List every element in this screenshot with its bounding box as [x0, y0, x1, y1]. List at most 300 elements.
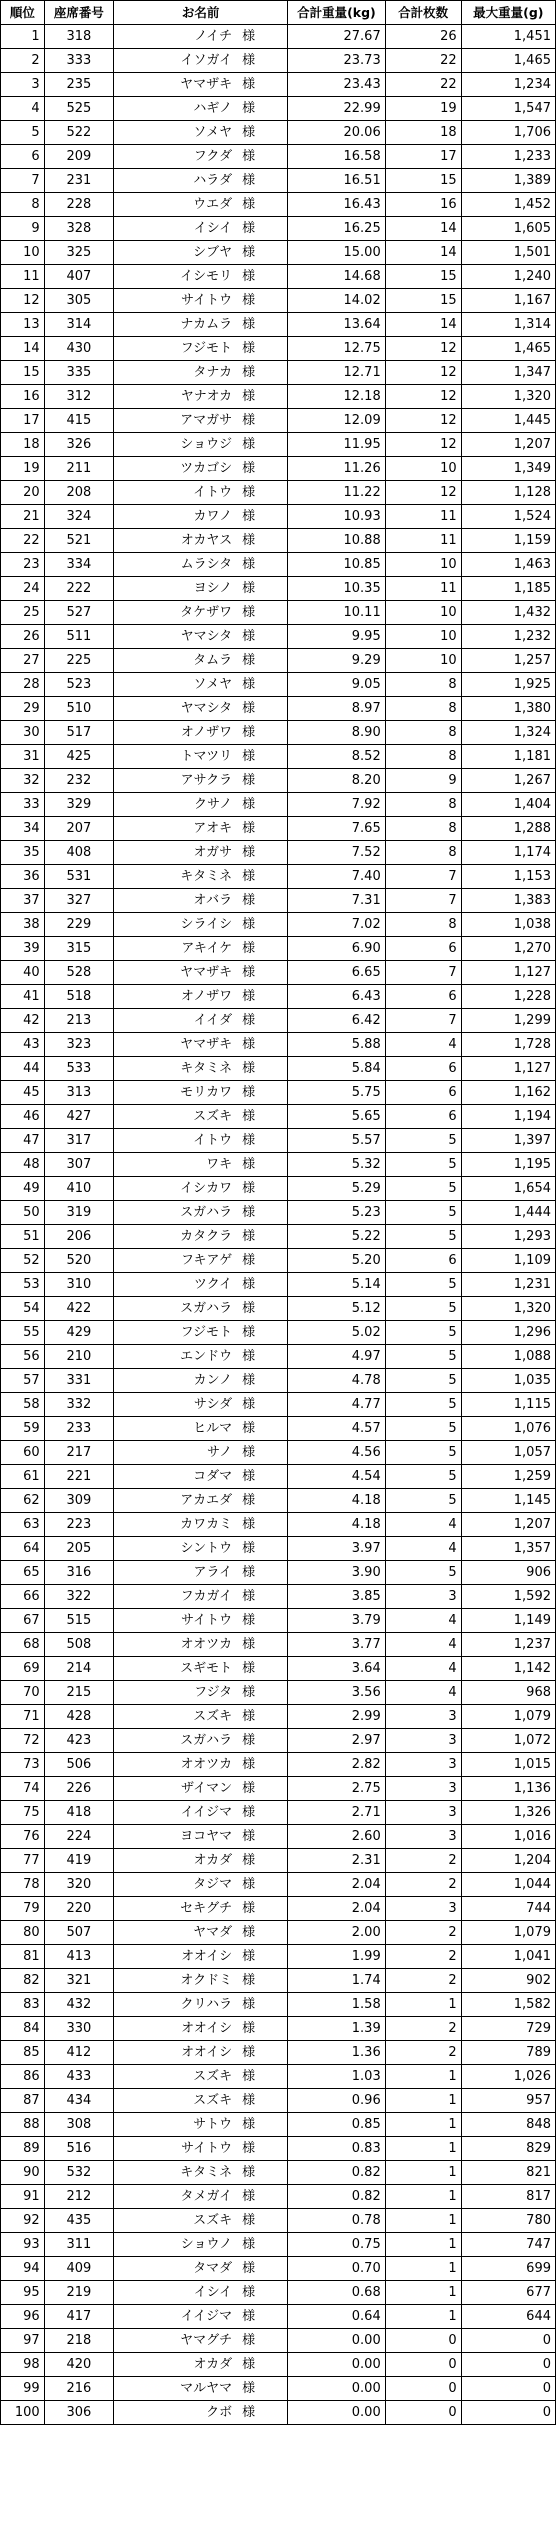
- cell-name: [114, 1729, 288, 1753]
- cell-seat-number: 305: [44, 289, 113, 313]
- customer-name: スズキ: [193, 2092, 233, 2108]
- cell-seat-number: 205: [44, 1537, 113, 1561]
- cell-max-weight: 1,706: [461, 121, 555, 145]
- cell-rank: 2: [1, 49, 45, 73]
- cell-rank: 42: [1, 1009, 45, 1033]
- cell-max-weight: 1,397: [461, 1129, 555, 1153]
- cell-max-weight: 729: [461, 2017, 555, 2041]
- cell-total-count: 1: [385, 2233, 461, 2257]
- cell-total-weight: 4.77: [288, 1393, 386, 1417]
- cell-total-count: 14: [385, 217, 461, 241]
- cell-seat-number: 220: [44, 1897, 113, 1921]
- table-row: [1, 2305, 556, 2329]
- table-row: [1, 697, 556, 721]
- cell-name: [114, 1561, 288, 1585]
- cell-rank: 37: [1, 889, 45, 913]
- honorific: 様: [242, 316, 256, 332]
- honorific: 様: [242, 436, 256, 452]
- honorific: 様: [242, 604, 256, 620]
- cell-max-weight: 1,320: [461, 385, 555, 409]
- customer-name: スズキ: [193, 1708, 233, 1724]
- honorific: 様: [242, 412, 256, 428]
- customer-name: オオイシ: [181, 1948, 233, 1964]
- cell-rank: 94: [1, 2257, 45, 2281]
- cell-total-count: 7: [385, 961, 461, 985]
- honorific: 様: [242, 964, 256, 980]
- cell-rank: 86: [1, 2065, 45, 2089]
- cell-total-count: 3: [385, 1825, 461, 1849]
- cell-total-count: 5: [385, 1465, 461, 1489]
- cell-total-weight: 8.97: [288, 697, 386, 721]
- honorific: 様: [242, 724, 256, 740]
- honorific: 様: [242, 820, 256, 836]
- cell-total-weight: 5.20: [288, 1249, 386, 1273]
- cell-max-weight: 1,728: [461, 1033, 555, 1057]
- cell-total-weight: 0.78: [288, 2209, 386, 2233]
- honorific: 様: [242, 1756, 256, 1772]
- cell-max-weight: 1,194: [461, 1105, 555, 1129]
- cell-seat-number: 432: [44, 1993, 113, 2017]
- cell-rank: 41: [1, 985, 45, 1009]
- table-row: [1, 121, 556, 145]
- honorific: 様: [242, 1540, 256, 1556]
- table-row: [1, 2041, 556, 2065]
- cell-name: [114, 313, 288, 337]
- cell-max-weight: 1,233: [461, 145, 555, 169]
- cell-total-weight: 8.20: [288, 769, 386, 793]
- cell-max-weight: 848: [461, 2113, 555, 2137]
- cell-total-count: 10: [385, 457, 461, 481]
- cell-total-count: 5: [385, 1441, 461, 1465]
- cell-max-weight: 1,145: [461, 1489, 555, 1513]
- cell-seat-number: 226: [44, 1777, 113, 1801]
- cell-seat-number: 527: [44, 601, 113, 625]
- cell-seat-number: 418: [44, 1801, 113, 1825]
- customer-name: アマガサ: [180, 412, 233, 428]
- cell-total-count: 8: [385, 793, 461, 817]
- customer-name: シライシ: [180, 916, 233, 932]
- customer-name: オオイシ: [181, 2020, 233, 2036]
- cell-name: [114, 937, 288, 961]
- cell-max-weight: 1,654: [461, 1177, 555, 1201]
- honorific: 様: [242, 2044, 256, 2060]
- cell-rank: 63: [1, 1513, 45, 1537]
- customer-name: ムラシタ: [180, 556, 233, 572]
- cell-name: [114, 1057, 288, 1081]
- cell-name: [114, 1753, 288, 1777]
- cell-total-count: 4: [385, 1609, 461, 1633]
- customer-name: ヤマザキ: [180, 76, 233, 92]
- cell-total-count: 3: [385, 1753, 461, 1777]
- cell-seat-number: 309: [44, 1489, 113, 1513]
- cell-rank: 40: [1, 961, 45, 985]
- cell-name: [114, 2089, 288, 2113]
- cell-seat-number: 209: [44, 145, 113, 169]
- cell-seat-number: 235: [44, 73, 113, 97]
- customer-name: マルヤマ: [180, 2380, 233, 2396]
- cell-name: [114, 145, 288, 169]
- table-row: [1, 193, 556, 217]
- cell-total-count: 3: [385, 1705, 461, 1729]
- cell-rank: 79: [1, 1897, 45, 1921]
- cell-seat-number: 232: [44, 769, 113, 793]
- cell-total-count: 4: [385, 1633, 461, 1657]
- cell-seat-number: 219: [44, 2281, 113, 2305]
- honorific: 様: [242, 532, 256, 548]
- customer-name: オオツカ: [180, 1756, 233, 1772]
- customer-name: タナカ: [193, 364, 233, 380]
- cell-total-count: 12: [385, 361, 461, 385]
- cell-seat-number: 217: [44, 1441, 113, 1465]
- customer-name: アサクラ: [180, 772, 233, 788]
- cell-seat-number: 218: [44, 2329, 113, 2353]
- cell-seat-number: 314: [44, 313, 113, 337]
- cell-seat-number: 329: [44, 793, 113, 817]
- cell-max-weight: 1,185: [461, 577, 555, 601]
- cell-rank: 49: [1, 1177, 45, 1201]
- cell-name: [114, 2257, 288, 2281]
- customer-name: クボ: [206, 2404, 233, 2420]
- customer-name: フキアゲ: [181, 1252, 233, 1268]
- table-row: [1, 1441, 556, 1465]
- cell-seat-number: 212: [44, 2185, 113, 2209]
- cell-total-weight: 10.93: [288, 505, 386, 529]
- customer-name: ツクイ: [193, 1276, 233, 1292]
- cell-total-weight: 1.03: [288, 2065, 386, 2089]
- cell-rank: 14: [1, 337, 45, 361]
- cell-max-weight: 1,547: [461, 97, 555, 121]
- cell-total-count: 7: [385, 865, 461, 889]
- cell-rank: 19: [1, 457, 45, 481]
- honorific: 様: [242, 556, 256, 572]
- cell-total-weight: 0.82: [288, 2185, 386, 2209]
- cell-rank: 83: [1, 1993, 45, 2017]
- cell-rank: 98: [1, 2353, 45, 2377]
- cell-seat-number: 223: [44, 1513, 113, 1537]
- cell-total-count: 5: [385, 1225, 461, 1249]
- customer-name: モリカワ: [180, 1084, 233, 1100]
- cell-seat-number: 422: [44, 1297, 113, 1321]
- honorific: 様: [242, 1852, 256, 1868]
- cell-seat-number: 327: [44, 889, 113, 913]
- cell-rank: 59: [1, 1417, 45, 1441]
- cell-name: [114, 1033, 288, 1057]
- cell-name: [114, 1585, 288, 1609]
- honorific: 様: [242, 1444, 256, 1460]
- cell-rank: 4: [1, 97, 45, 121]
- customer-name: イシモリ: [180, 268, 233, 284]
- honorific: 様: [242, 1516, 256, 1532]
- cell-max-weight: 1,296: [461, 1321, 555, 1345]
- customer-name: サイトウ: [181, 2140, 233, 2156]
- table-row: [1, 1201, 556, 1225]
- cell-seat-number: 324: [44, 505, 113, 529]
- cell-total-weight: 9.29: [288, 649, 386, 673]
- cell-max-weight: 957: [461, 2089, 555, 2113]
- cell-max-weight: 821: [461, 2161, 555, 2185]
- customer-name: ハラダ: [193, 172, 233, 188]
- cell-rank: 10: [1, 241, 45, 265]
- cell-name: [114, 673, 288, 697]
- cell-max-weight: 906: [461, 1561, 555, 1585]
- table-row: [1, 1705, 556, 1729]
- table-row: [1, 2329, 556, 2353]
- cell-name: [114, 529, 288, 553]
- table-row: [1, 1153, 556, 1177]
- honorific: 様: [242, 1996, 256, 2012]
- customer-name: アオキ: [193, 820, 233, 836]
- cell-total-weight: 10.85: [288, 553, 386, 577]
- cell-max-weight: 1,207: [461, 1513, 555, 1537]
- cell-total-weight: 2.75: [288, 1777, 386, 1801]
- cell-total-weight: 11.95: [288, 433, 386, 457]
- cell-max-weight: 829: [461, 2137, 555, 2161]
- table-row: [1, 793, 556, 817]
- customer-name: ザイマン: [181, 1780, 233, 1796]
- honorific: 様: [242, 1012, 256, 1028]
- table-row: [1, 1489, 556, 1513]
- cell-rank: 82: [1, 1969, 45, 1993]
- honorific: 様: [242, 2020, 256, 2036]
- customer-name: ショウジ: [180, 436, 233, 452]
- honorific: 様: [242, 1324, 256, 1340]
- cell-rank: 53: [1, 1273, 45, 1297]
- cell-total-weight: 6.90: [288, 937, 386, 961]
- cell-max-weight: 1,044: [461, 1873, 555, 1897]
- cell-seat-number: 317: [44, 1129, 113, 1153]
- table-row: [1, 1633, 556, 1657]
- table-row: [1, 1105, 556, 1129]
- table-row: [1, 1729, 556, 1753]
- customer-name: ヤマシタ: [180, 700, 233, 716]
- honorific: 様: [242, 1204, 256, 1220]
- customer-name: トマツリ: [180, 748, 233, 764]
- honorific: 様: [242, 1276, 256, 1292]
- cell-name: [114, 1945, 288, 1969]
- cell-total-count: 5: [385, 1345, 461, 1369]
- cell-rank: 54: [1, 1297, 45, 1321]
- cell-name: [114, 1873, 288, 1897]
- table-row: [1, 265, 556, 289]
- honorific: 様: [242, 172, 256, 188]
- cell-total-count: 2: [385, 2041, 461, 2065]
- cell-max-weight: 644: [461, 2305, 555, 2329]
- cell-max-weight: 1,592: [461, 1585, 555, 1609]
- cell-total-count: 4: [385, 1537, 461, 1561]
- table-row: [1, 2377, 556, 2401]
- honorific: 様: [242, 1132, 256, 1148]
- table-row: [1, 337, 556, 361]
- cell-max-weight: 1,127: [461, 1057, 555, 1081]
- cell-seat-number: 427: [44, 1105, 113, 1129]
- table-row: [1, 961, 556, 985]
- cell-total-weight: 12.75: [288, 337, 386, 361]
- table-row: [1, 2233, 556, 2257]
- table-row: [1, 649, 556, 673]
- cell-max-weight: 747: [461, 2233, 555, 2257]
- cell-total-weight: 12.09: [288, 409, 386, 433]
- cell-rank: 22: [1, 529, 45, 553]
- table-row: [1, 2113, 556, 2137]
- customer-name: ヤマシタ: [180, 628, 233, 644]
- cell-max-weight: 1,524: [461, 505, 555, 529]
- honorific: 様: [242, 772, 256, 788]
- cell-max-weight: 699: [461, 2257, 555, 2281]
- table-row: [1, 1537, 556, 1561]
- cell-total-count: 8: [385, 841, 461, 865]
- cell-max-weight: 1,347: [461, 361, 555, 385]
- table-row: [1, 2089, 556, 2113]
- table-row: [1, 913, 556, 937]
- cell-max-weight: 1,605: [461, 217, 555, 241]
- cell-name: [114, 865, 288, 889]
- cell-rank: 18: [1, 433, 45, 457]
- cell-total-weight: 8.90: [288, 721, 386, 745]
- customer-name: フジモト: [180, 1324, 233, 1340]
- cell-name: [114, 1657, 288, 1681]
- cell-rank: 46: [1, 1105, 45, 1129]
- cell-seat-number: 528: [44, 961, 113, 985]
- cell-name: [114, 889, 288, 913]
- cell-name: [114, 1177, 288, 1201]
- cell-seat-number: 306: [44, 2401, 113, 2425]
- customer-name: シブヤ: [193, 244, 233, 260]
- cell-total-weight: 0.75: [288, 2233, 386, 2257]
- customer-name: アライ: [193, 1564, 233, 1580]
- cell-name: [114, 649, 288, 673]
- cell-total-weight: 5.12: [288, 1297, 386, 1321]
- cell-name: [114, 49, 288, 73]
- table-row: [1, 1585, 556, 1609]
- header-row: [1, 1, 556, 25]
- honorific: 様: [242, 1948, 256, 1964]
- cell-name: [114, 2305, 288, 2329]
- customer-name: ソメヤ: [193, 124, 233, 140]
- cell-rank: 68: [1, 1633, 45, 1657]
- table-row: [1, 1825, 556, 1849]
- cell-max-weight: 1,293: [461, 1225, 555, 1249]
- table-row: [1, 1777, 556, 1801]
- cell-name: [114, 745, 288, 769]
- cell-total-count: 1: [385, 2281, 461, 2305]
- cell-total-count: 1: [385, 2113, 461, 2137]
- honorific: 様: [242, 1468, 256, 1484]
- cell-total-weight: 1.74: [288, 1969, 386, 1993]
- cell-name: [114, 1369, 288, 1393]
- cell-seat-number: 517: [44, 721, 113, 745]
- cell-total-count: 1: [385, 2209, 461, 2233]
- cell-rank: 74: [1, 1777, 45, 1801]
- table-row: [1, 1513, 556, 1537]
- cell-seat-number: 434: [44, 2089, 113, 2113]
- cell-total-weight: 7.02: [288, 913, 386, 937]
- honorific: 様: [242, 580, 256, 596]
- table-row: [1, 553, 556, 577]
- cell-seat-number: 215: [44, 1681, 113, 1705]
- cell-name: [114, 1225, 288, 1249]
- cell-name: [114, 361, 288, 385]
- cell-max-weight: 1,088: [461, 1345, 555, 1369]
- customer-name: オクドミ: [180, 1972, 233, 1988]
- table-row: [1, 1657, 556, 1681]
- customer-name: タムラ: [193, 652, 233, 668]
- customer-name: エンドウ: [180, 1348, 233, 1364]
- honorific: 様: [242, 628, 256, 644]
- honorific: 様: [242, 76, 256, 92]
- customer-name: ハギノ: [193, 100, 233, 116]
- customer-name: スガハラ: [180, 1204, 233, 1220]
- cell-total-weight: 5.29: [288, 1177, 386, 1201]
- cell-rank: 97: [1, 2329, 45, 2353]
- table-row: [1, 385, 556, 409]
- cell-total-weight: 16.51: [288, 169, 386, 193]
- customer-name: キタミネ: [180, 1060, 233, 1076]
- honorific: 様: [242, 1180, 256, 1196]
- cell-total-weight: 14.68: [288, 265, 386, 289]
- cell-max-weight: 1,149: [461, 1609, 555, 1633]
- cell-rank: 69: [1, 1657, 45, 1681]
- honorific: 様: [242, 1684, 256, 1700]
- cell-total-count: 5: [385, 1321, 461, 1345]
- cell-total-count: 10: [385, 601, 461, 625]
- customer-name: イイジマ: [180, 2308, 233, 2324]
- cell-name: [114, 601, 288, 625]
- cell-name: [114, 1825, 288, 1849]
- cell-name: [114, 1993, 288, 2017]
- cell-seat-number: 225: [44, 649, 113, 673]
- cell-seat-number: 310: [44, 1273, 113, 1297]
- cell-rank: 16: [1, 385, 45, 409]
- cell-seat-number: 207: [44, 817, 113, 841]
- table-row: [1, 817, 556, 841]
- cell-total-count: 12: [385, 481, 461, 505]
- cell-name: [114, 73, 288, 97]
- cell-total-count: 1: [385, 1993, 461, 2017]
- customer-name: カンノ: [193, 1372, 233, 1388]
- cell-total-count: 7: [385, 889, 461, 913]
- cell-max-weight: 1,041: [461, 1945, 555, 1969]
- cell-total-count: 7: [385, 1009, 461, 1033]
- cell-total-count: 22: [385, 49, 461, 73]
- honorific: 様: [242, 1396, 256, 1412]
- cell-total-count: 8: [385, 817, 461, 841]
- table-row: [1, 1273, 556, 1297]
- cell-total-weight: 2.31: [288, 1849, 386, 1873]
- cell-name: [114, 1273, 288, 1297]
- honorific: 様: [242, 1732, 256, 1748]
- cell-rank: 99: [1, 2377, 45, 2401]
- honorific: 様: [242, 52, 256, 68]
- cell-total-weight: 2.97: [288, 1729, 386, 1753]
- cell-total-weight: 2.82: [288, 1753, 386, 1777]
- cell-name: [114, 1009, 288, 1033]
- cell-name: [114, 1489, 288, 1513]
- honorific: 様: [242, 652, 256, 668]
- cell-rank: 36: [1, 865, 45, 889]
- cell-max-weight: 1,076: [461, 1417, 555, 1441]
- cell-total-count: 1: [385, 2257, 461, 2281]
- cell-total-weight: 8.52: [288, 745, 386, 769]
- cell-rank: 57: [1, 1369, 45, 1393]
- cell-total-weight: 7.31: [288, 889, 386, 913]
- honorific: 様: [242, 340, 256, 356]
- table-row: [1, 2161, 556, 2185]
- cell-total-weight: 5.88: [288, 1033, 386, 1057]
- cell-rank: 5: [1, 121, 45, 145]
- cell-total-count: 5: [385, 1177, 461, 1201]
- cell-total-count: 5: [385, 1273, 461, 1297]
- cell-seat-number: 206: [44, 1225, 113, 1249]
